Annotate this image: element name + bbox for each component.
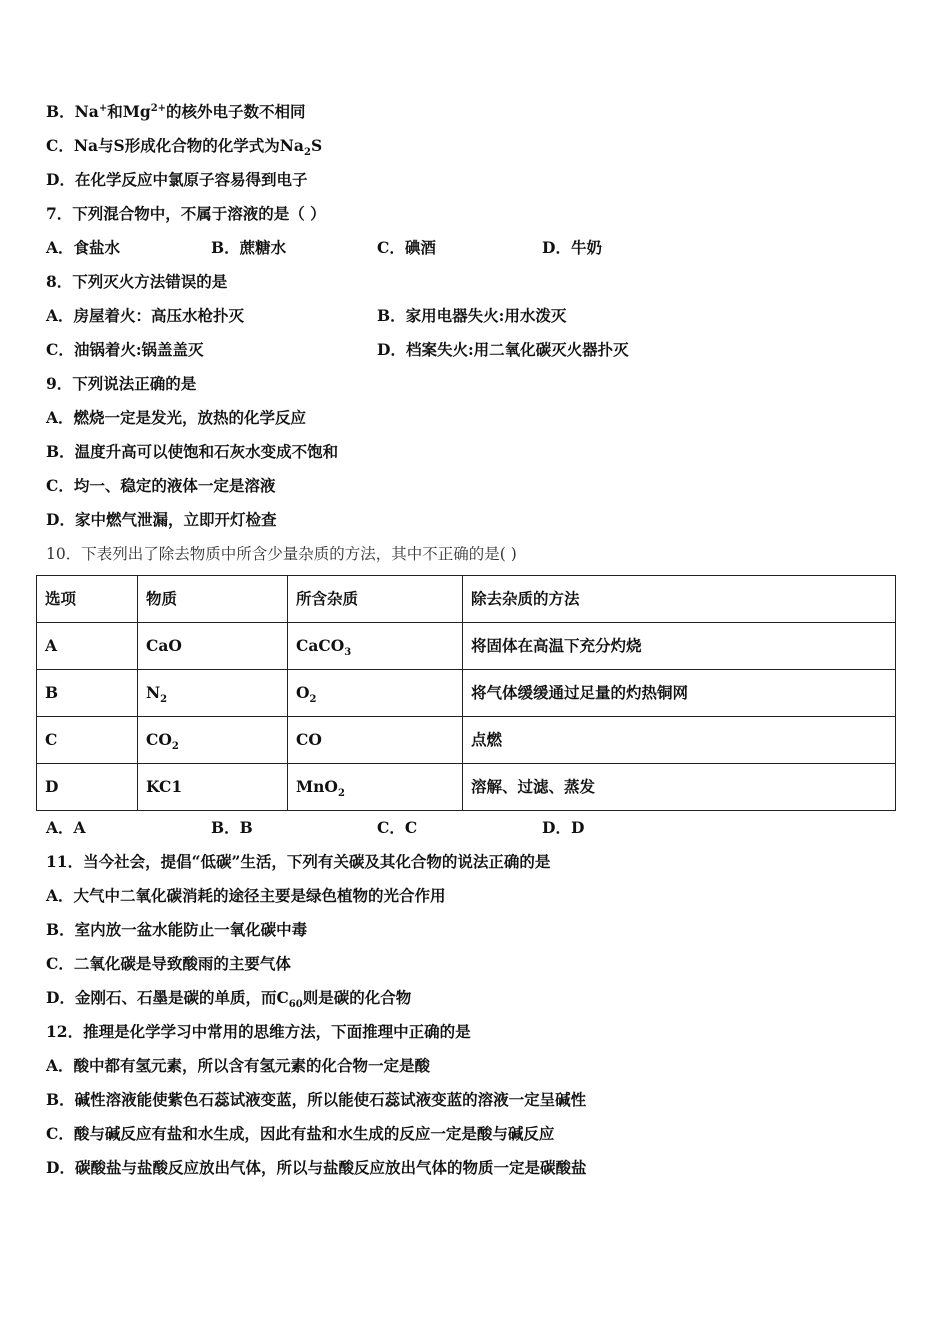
q10-option-c: C．C [377, 818, 418, 837]
cell-option: C [37, 717, 138, 764]
q8-option-d: D．档案失火:用二氧化碳灭火器扑灭 [377, 340, 629, 359]
q6-option-d: D．在化学反应中氯原子容易得到电子 [46, 170, 308, 189]
q8-options-row2 [46, 337, 906, 363]
substance-formula: N [146, 683, 161, 702]
q8-option-b: B．家用电器失火:用水泼灭 [377, 306, 567, 325]
cell-option: D [37, 764, 138, 811]
q12-option-b: B．碱性溶液能使紫色石蕊试液变蓝，所以能使石蕊试液变蓝的溶液一定呈碱性 [46, 1090, 587, 1109]
cell-method: 溶解、过滤、蒸发 [463, 764, 896, 811]
q9-option-c: C．均一、稳定的液体一定是溶液 [46, 476, 276, 495]
cell-substance [138, 670, 288, 717]
q6-option-b [46, 99, 306, 125]
table-row [37, 670, 896, 717]
q12-stem: 12．推理是化学学习中常用的思维方法，下面推理中正确的是 [46, 1022, 471, 1041]
table-row [37, 623, 896, 670]
q12-option-d: D．碳酸盐与盐酸反应放出气体，所以与盐酸反应放出气体的物质一定是碳酸盐 [46, 1158, 587, 1177]
q7-option-b: B．蔗糖水 [211, 238, 287, 257]
q6-b-sup-mg: 2+ [150, 102, 167, 114]
header-substance: 物质 [138, 576, 288, 623]
q6-c-sub: 2 [303, 147, 311, 159]
q10-option-b: B．B [211, 818, 253, 837]
impurity-formula: CO [296, 730, 322, 749]
cell-option: A [37, 623, 138, 670]
q8-options-row1 [46, 303, 906, 329]
table-row [37, 764, 896, 811]
q11-option-d [46, 985, 411, 1011]
impurity-formula: O [296, 683, 310, 702]
cell-method: 点燃 [463, 717, 896, 764]
q9-option-a: A．燃烧一定是发光，放热的化学反应 [46, 408, 307, 427]
q10-option-d: D．D [542, 818, 585, 837]
q10-option-a: A．A [46, 818, 86, 837]
impurity-subscript: 3 [344, 647, 352, 659]
q6-c-text-post: S [310, 136, 323, 155]
substance-formula: CO [146, 730, 172, 749]
q7-stem: 7．下列混合物中，不属于溶液的是（ ） [46, 204, 326, 223]
impurity-formula: MnO [296, 777, 338, 796]
table-row [37, 717, 896, 764]
header-impurity: 所含杂质 [288, 576, 463, 623]
cell-method: 将固体在高温下充分灼烧 [463, 623, 896, 670]
header-option: 选项 [37, 576, 138, 623]
table-header-row [37, 576, 896, 623]
cell-impurity [288, 623, 463, 670]
q9-option-b: B．温度升高可以使饱和石灰水变成不饱和 [46, 442, 339, 461]
q7-option-d: D．牛奶 [542, 238, 602, 257]
cell-impurity [288, 764, 463, 811]
q8-stem: 8．下列灭火方法错误的是 [46, 272, 228, 291]
q7-option-a: A．食盐水 [46, 238, 121, 257]
q9-stem: 9．下列说法正确的是 [46, 374, 197, 393]
q11-option-b: B．室内放一盆水能防止一氧化碳中毒 [46, 920, 308, 939]
cell-substance [138, 717, 288, 764]
q11-d-text: D．金刚石、石墨是碳的单质，而C [46, 988, 289, 1007]
q6-b-text-mid: 和Mg [107, 102, 151, 121]
cell-impurity [288, 717, 463, 764]
substance-formula: KC1 [146, 777, 183, 796]
q7-options [46, 235, 906, 261]
q12-option-c: C．酸与碱反应有盐和水生成，因此有盐和水生成的反应一定是酸与碱反应 [46, 1124, 555, 1143]
cell-method: 将气体缓缓通过足量的灼热铜网 [463, 670, 896, 717]
substance-subscript: 2 [160, 694, 168, 706]
q11-option-c: C．二氧化碳是导致酸雨的主要气体 [46, 954, 291, 973]
q7-option-c: C．碘酒 [377, 238, 436, 257]
substance-subscript: 2 [171, 741, 179, 753]
q9-option-d: D．家中燃气泄漏，立即开灯检查 [46, 510, 277, 529]
cell-impurity [288, 670, 463, 717]
q8-option-a: A．房屋着火：高压水枪扑灭 [46, 306, 245, 325]
q6-option-c [46, 133, 322, 159]
q6-b-sup-na: + [98, 102, 108, 114]
q11-d-sub: 60 [288, 999, 303, 1011]
cell-substance [138, 623, 288, 670]
q11-option-a: A．大气中二氧化碳消耗的途径主要是绿色植物的光合作用 [46, 886, 446, 905]
q6-c-text: C．Na与S形成化合物的化学式为Na [46, 136, 304, 155]
impurity-subscript: 2 [309, 694, 317, 706]
q12-option-a: A．酸中都有氢元素，所以含有氢元素的化合物一定是酸 [46, 1056, 431, 1075]
q10-stem: 10．下表列出了除去物质中所含少量杂质的方法，其中不正确的是( ) [46, 545, 517, 563]
q10-options [46, 815, 906, 841]
impurity-formula: CaCO [296, 636, 345, 655]
substance-formula: CaO [146, 636, 182, 655]
q6-b-text-post: 的核外电子数不相同 [166, 102, 306, 121]
q11-d-text-post: 则是碳的化合物 [302, 988, 412, 1007]
q8-option-c: C．油锅着火:锅盖盖灭 [46, 340, 204, 359]
q10-table [36, 575, 896, 811]
cell-option: B [37, 670, 138, 717]
header-method: 除去杂质的方法 [463, 576, 896, 623]
q6-b-text: B．Na [46, 102, 99, 121]
q11-stem: 11．当今社会，提倡“低碳”生活，下列有关碳及其化合物的说法正确的是 [46, 852, 551, 871]
cell-substance [138, 764, 288, 811]
impurity-subscript: 2 [337, 788, 345, 800]
